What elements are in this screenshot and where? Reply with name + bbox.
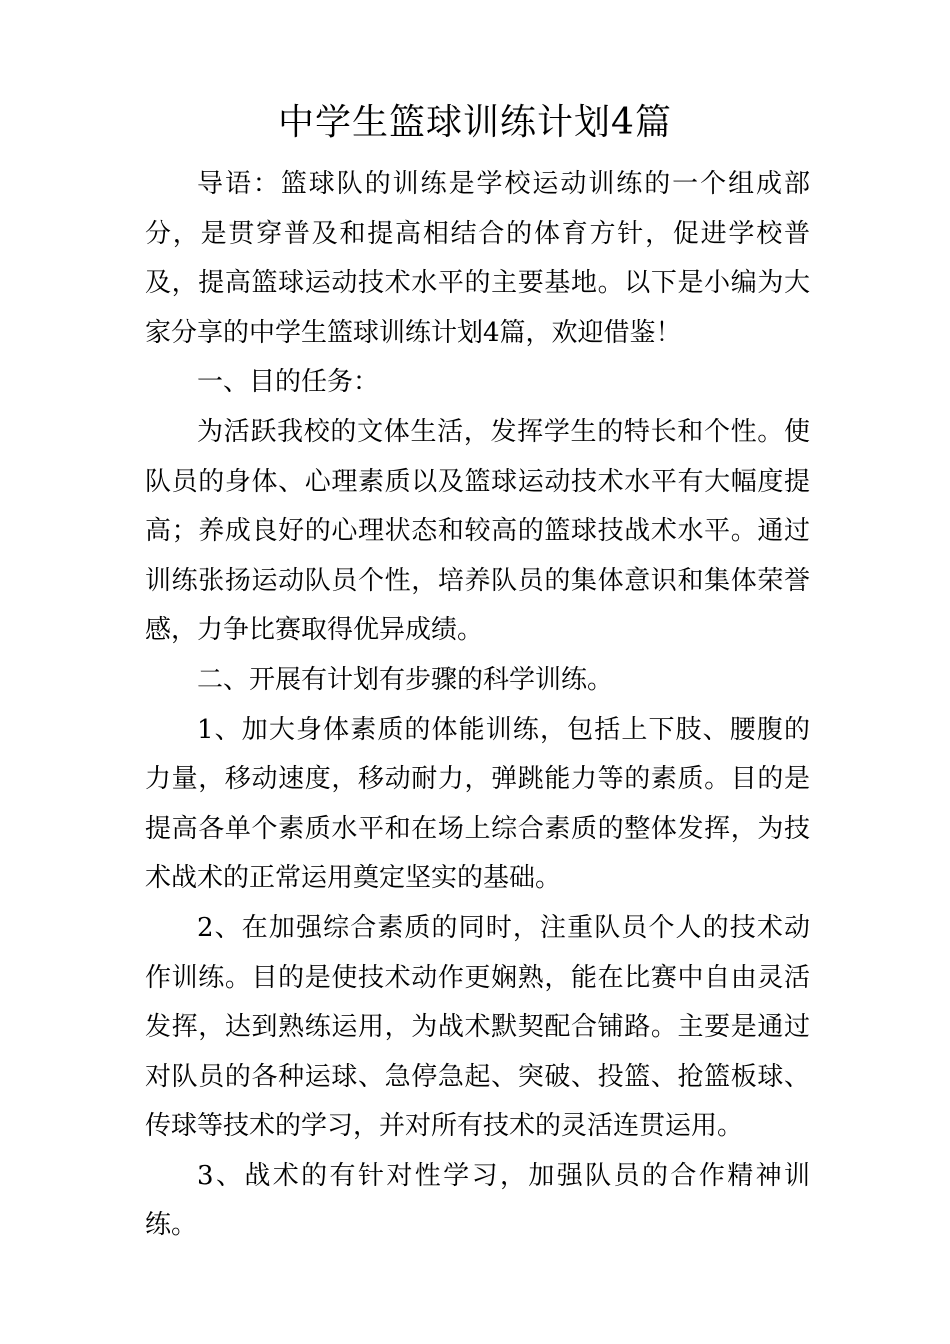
training-item-2: 2、在加强综合素质的同时，注重队员个人的技术动作训练。目的是使技术动作更娴熟，能在比赛中自由灵活发挥，达到熟练运用，为战术默契配合铺路。主要是通过对队员的各种运球、急停急起、突破、投篮、抢篮板球、传球等技术的学习，并对所有技术的灵活连贯运用。 [145, 912, 810, 1142]
section-heading-training: 二、开展有计划有步骤的科学训练。 [197, 664, 614, 695]
intro-paragraph: 导语：篮球队的训练是学校运动训练的一个组成部分，是贯穿普及和提高相结合的体育方针，促进学校普及，提高篮球运动技术水平的主要基地。以下是小编为大家分享的中学生篮球训练计划4篇，欢迎借鉴！ [145, 169, 810, 348]
goals-paragraph: 为活跃我校的文体生活，发挥学生的特长和个性。使队员的身体、心理素质以及篮球运动技术水平有大幅度提高；养成良好的心理状态和较高的篮球技战术水平。通过训练张扬运动队员个性，培养队员的集体意识和集体荣誉感，力争比赛取得优异成绩。 [145, 416, 810, 646]
training-item-1: 1、加大身体素质的体能训练，包括上下肢、腰腹的力量，移动速度，移动耐力，弹跳能力等的素质。目的是提高各单个素质水平和在场上综合素质的整体发挥，为技术战术的正常运用奠定坚实的基础。 [145, 714, 810, 894]
training-item-3: 3、战术的有针对性学习，加强队员的合作精神训练。 [145, 1160, 810, 1241]
document-title: 中学生篮球训练计划4篇 [278, 102, 672, 143]
document-body [145, 160, 810, 1251]
section-heading-goals: 一、目的任务： [197, 367, 380, 398]
